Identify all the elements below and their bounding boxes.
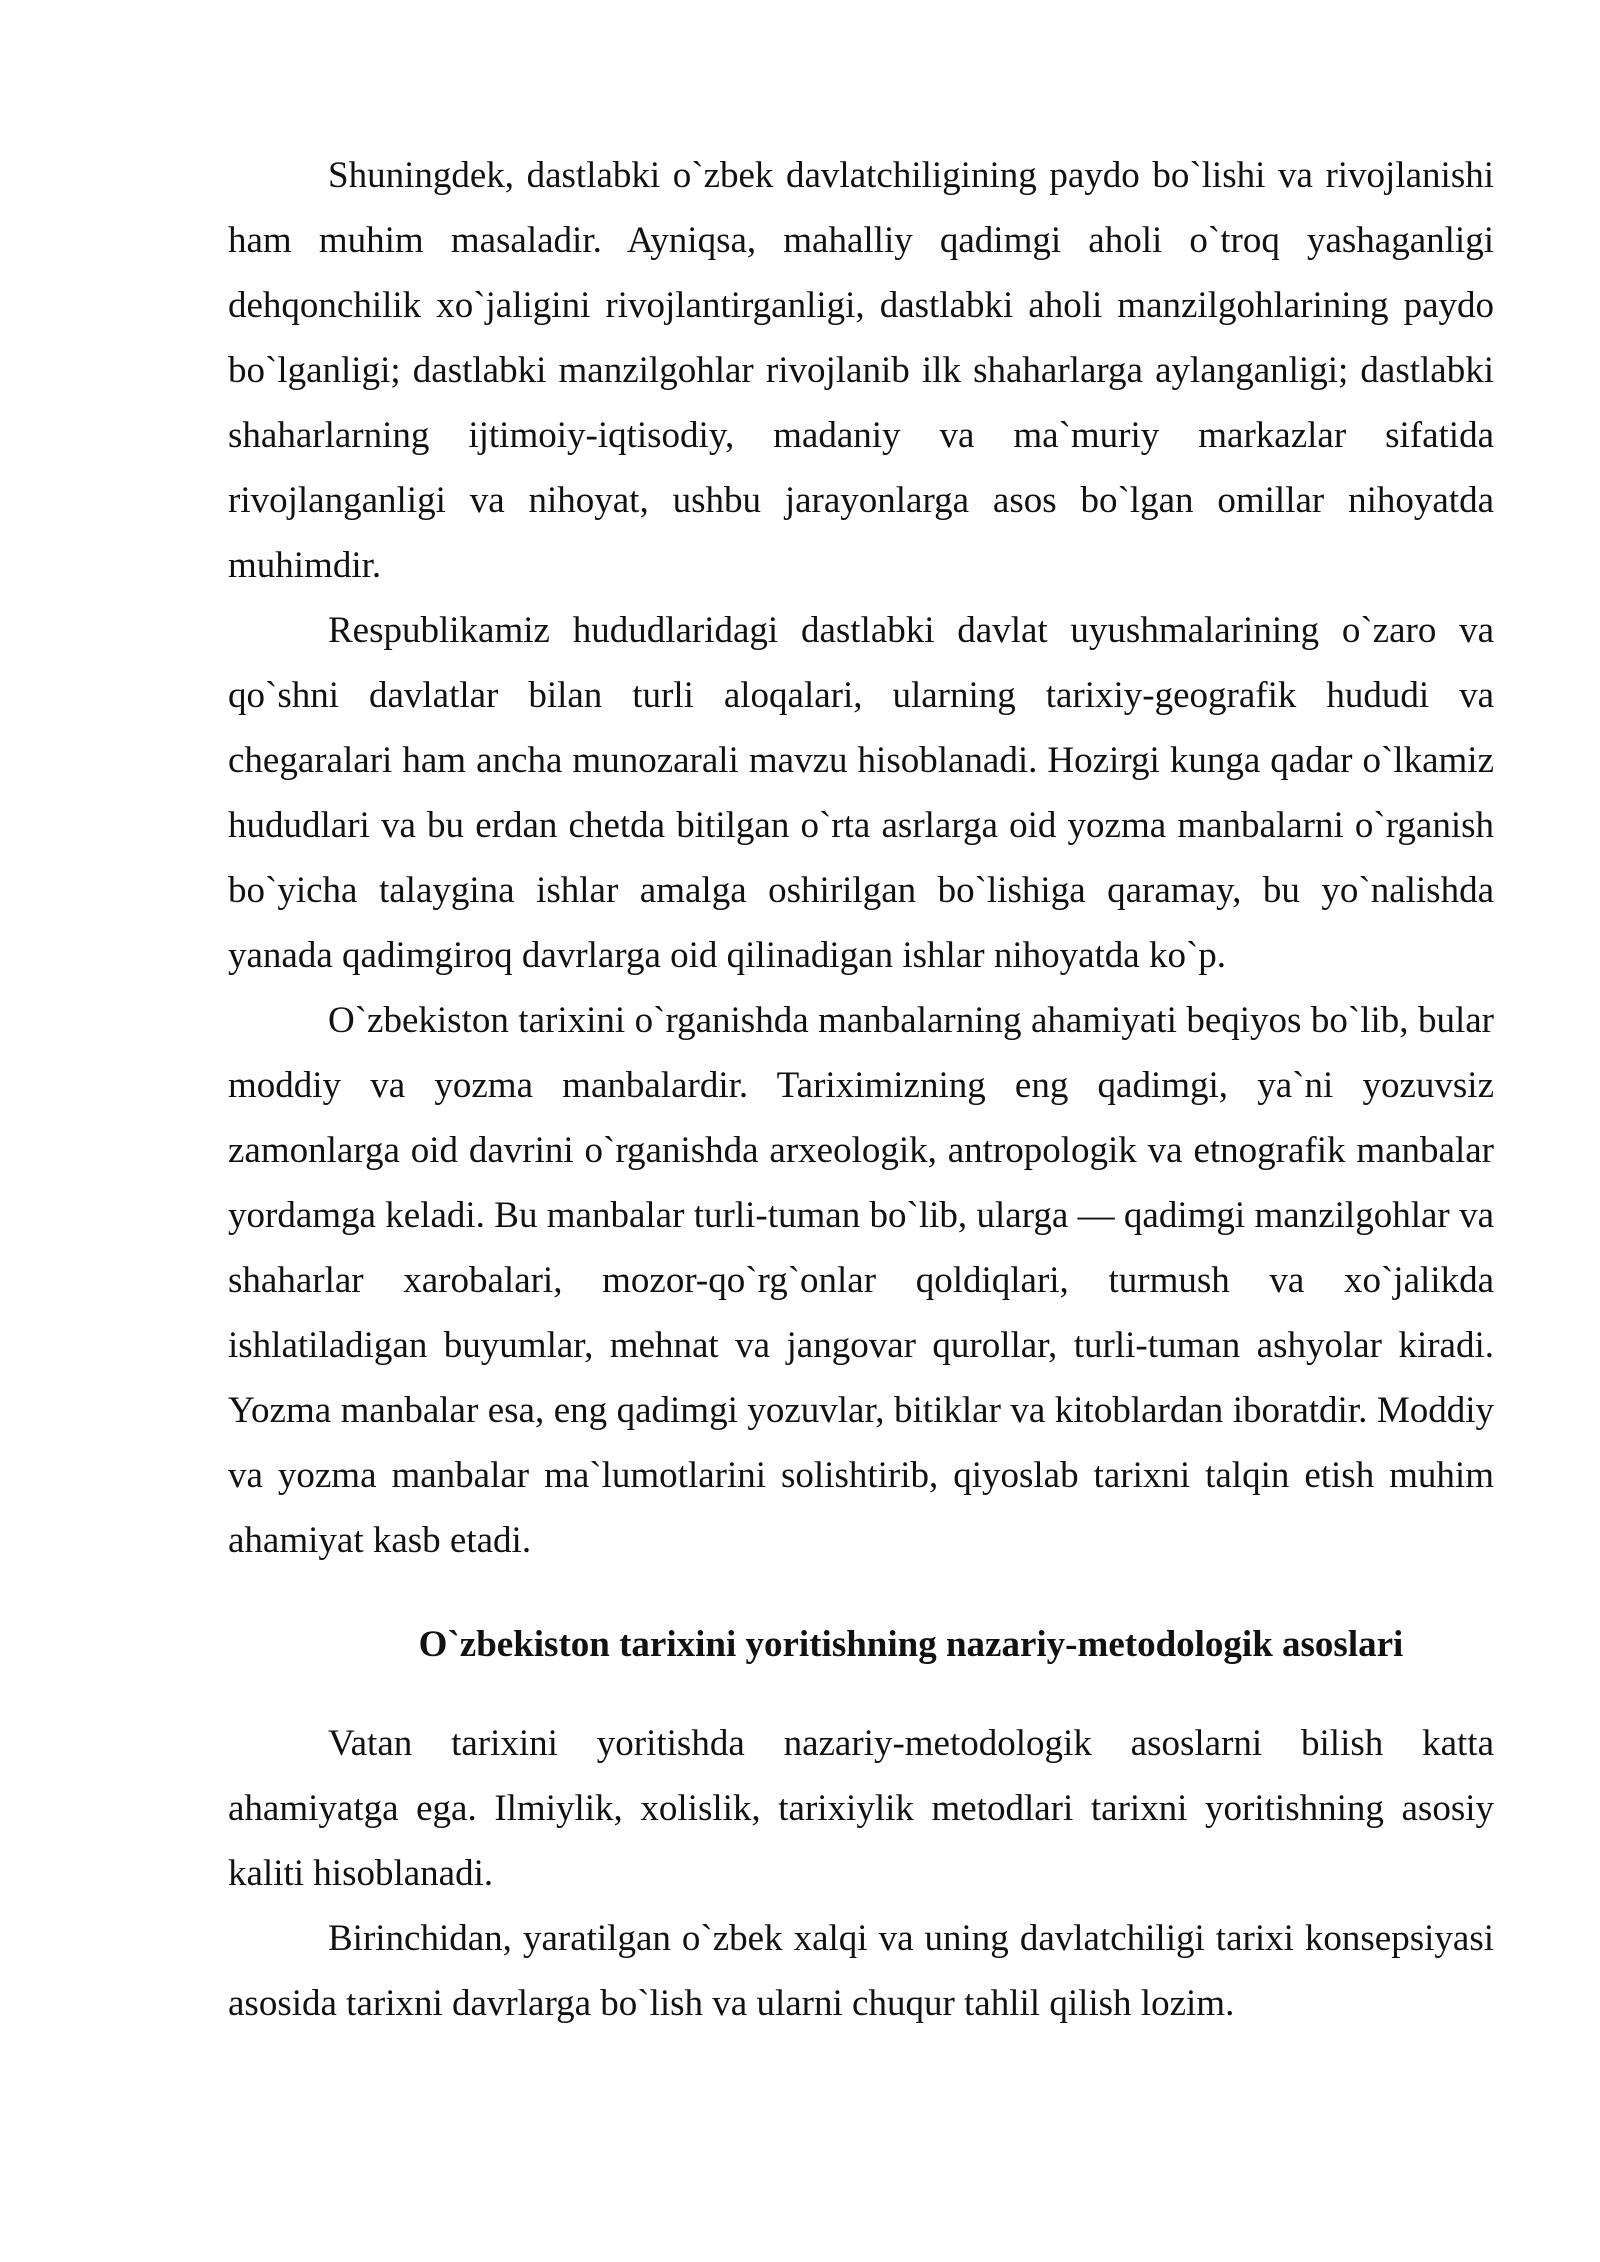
paragraph-birinchidan: Birinchidan, yaratilgan o`zbek xalqi va uning davlatchiligi tarixi konsepsiyasi asosida tarixni davrlarga bo`lish va ularni chuqur tahlil qilish lozim. xyxy=(228,1918,1494,2024)
paragraph-davlat-uyushmalari: Respublikamiz hududlaridagi dastlabki davlat uyushmalarining o`zaro va qo`shni davlatlar bilan turli aloqalari, ularning tarixiy-geografik hududi va chegaralari ham ancha munozarali mavzu hisoblanadi. Hozirgi kunga qadar o`lkamiz hududlari va bu erdan chetda bitilgan o`rta asrlarga oid yozma manbalarni o`rganish bo`yicha talaygina ishlar amalga oshirilgan bo`lishiga qaramay, bu yo`nalishda yanada qadimgiroq davrlarga oid qilinadigan ishlar nihoyatda ko`p. xyxy=(228,610,1494,976)
paragraph-manbalar: O`zbekiston tarixini o`rganishda manbalarning ahamiyati beqiyos bo`lib, bular moddiy va yozma manbalardir. Tariximizning eng qadimgi, ya`ni yozuvsiz zamonlarga oid davrini o`rganishda arxeologik, antropologik va etnografik manbalar yordamga keladi. Bu manbalar turli-tuman bo`lib, ularga — qadimgi manzilgohlar va shaharlar xarobalari, mozor-qo`rg`onlar qoldiqlari, turmush va xo`jalikda ishlatiladigan buyumlar, mehnat va jangovar qurollar, turli-tuman ashyolar kiradi. Yozma manbalar esa, eng qadimgi yozuvlar, bitiklar va kitoblardan iboratdir. Moddiy va yozma manbalar ma`lumotlarini solishtirib, qiyoslab tarixni talqin etish muhim ahamiyat kasb etadi. xyxy=(228,1000,1494,1561)
paragraph-nazariy-metodologik: Vatan tarixini yoritishda nazariy-metodologik asoslarni bilish katta ahamiyatga ega. Ilmiylik, xolislik, tarixiylik metodlari tarixni yoritishning asosiy kaliti hisoblanadi. xyxy=(228,1723,1494,1894)
paragraph-davlatchilik: Shuningdek, dastlabki o`zbek davlatchiligining paydo bo`lishi va rivojlanishi ham muhim masaladir. Ayniqsa, mahalliy qadimgi aholi o`troq yashaganligi dehqonchilik xo`jaligini rivojlantirganligi, dastlabki aholi manzilgohlarining paydo bo`lganligi; dastlabki manzilgohlar rivojlanib ilk shaharlarga aylanganligi; dastlabki shaharlarning ijtimoiy-iqtisodiy, madaniy va ma`muriy markazlar sifatida rivojlanganligi va nihoyat, ushbu jarayonlarga asos bo`lgan omillar nihoyatda muhimdir. xyxy=(228,155,1494,586)
section-heading: O`zbekiston tarixini yoritishning nazariy-metodologik asoslari xyxy=(418,1624,1404,1665)
document-body xyxy=(228,143,1494,2036)
